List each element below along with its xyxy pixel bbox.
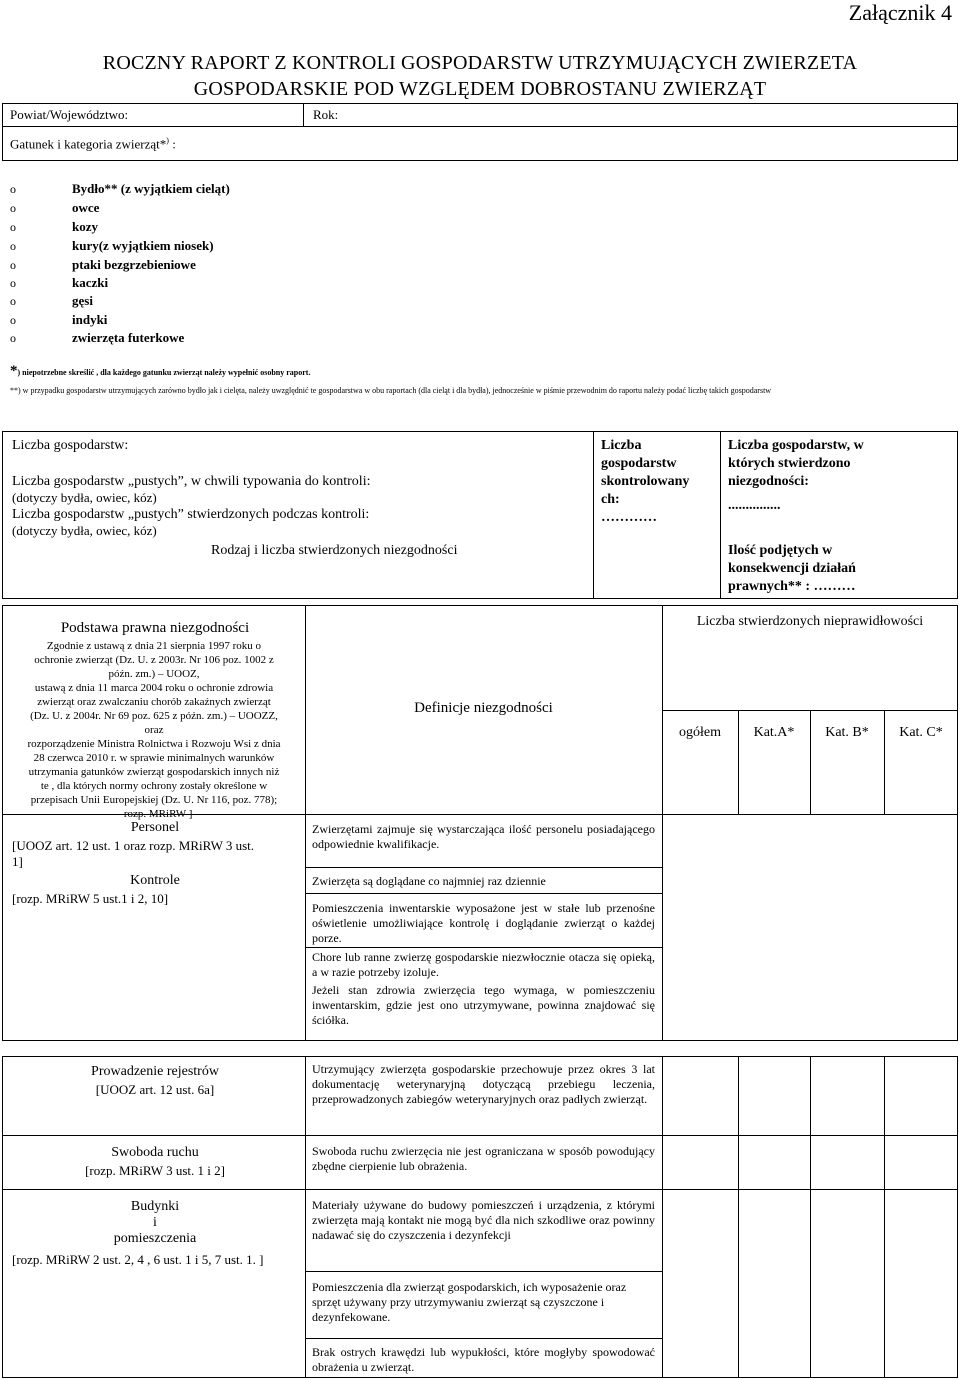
def-row-divider-3 [305,947,662,948]
species-option[interactable] [10,218,410,236]
freedom-ref: [rozp. MRiRW 3 ust. 1 i 2] [85,1163,225,1178]
freedom-definition: Swoboda ruchu zwierzęcia nie jest ograniczana w sposób powodujący zbędne cierpienie lub obrażenia. [312,1144,655,1173]
def-row-divider-2 [305,893,662,894]
legal-basis-line: oraz [144,724,164,736]
region-label: Powiat/Województwo: [10,107,129,122]
legal-basis-title: Podstawa prawna niezgodności [60,620,250,636]
col-kat-a-header: Kat.A* [753,725,795,740]
inspected-line: ch: [601,492,620,507]
species-option[interactable] [10,180,410,198]
report-title-line1: ROCZNY RAPORT Z KONTROLI GOSPODARSTW UTRZYMUJĄCYCH ZWIERZETA [102,52,858,74]
footnote-1 [10,362,950,380]
records-definition: Utrzymujący zwierzęta gospodarskie przechowuje przez okres 3 lat dokumentację weterynaryjną dotyczącą przebiegu leczenia, przeprowadzonych zabiegów weterynaryjnych oraz padłych zwierząt. [312,1062,655,1106]
species-option-label: owce [72,200,100,215]
legal-basis-line: (Dz. U. z 2004r. Nr 69 poz. 625 z późn. zm.) – UOOZZ, [30,710,278,722]
controls-definition-4: Jeżeli stan zdrowia zwierzęcia tego wymaga, w pomieszczeniu inwentarskim, gdzie jest ono utrzymywane, powinna znajdować się ściółka. [312,983,655,1027]
legal-actions-line: Ilość podjętych w [728,543,833,558]
inspected-line: Liczba [601,438,642,453]
species-option-label: ptaki bezgrzebieniowe [72,257,196,272]
noncompliant-farms-label [728,437,954,515]
checkbox-bullet-icon: o [10,201,16,215]
personnel-title: Personel [130,820,180,835]
buildings-title [10,1199,300,1247]
count-subheader-divider [662,710,958,711]
buildings-title-line: i [153,1215,157,1230]
species-option[interactable] [10,274,410,292]
table-col-divider-2 [662,605,663,1041]
table-col-divider-1 [305,605,306,1041]
records-title: Prowadzenie rejestrów [91,1064,219,1079]
report-title-line2: GOSPODARSKIE POD WZGLĘDEM DOBROSTANU ZWIERZĄT [193,78,767,100]
species-label [10,136,176,152]
year-label: Rok: [313,107,339,122]
count-header: Liczba stwierdzonych nieprawidłowości [696,614,924,629]
legal-basis-line: 28 czerwca 2010 r. w sprawie minimalnych warunków [33,752,275,764]
buildings-definition-3: Brak ostrych krawędzi lub wypukłości, które mogłyby spowodować obrażenia u zwierząt. [312,1345,655,1374]
legal-basis-line: utrzymania gatunków zwierząt gospodarskich innych niż [28,766,280,778]
species-option-label: gęsi [72,293,93,308]
inspected-farms-label [601,437,719,527]
legal-basis-text [6,639,302,821]
empty-farms-note: (dotyczy bydła, owiec, kóz) [12,490,157,505]
buildings-title-line: pomieszczenia [113,1231,197,1246]
lower-col-divider-2 [662,1056,663,1378]
legal-basis-line: rozporządzenie Ministra Rolnictwa i Rozwoju Wsi z dnia [27,738,281,750]
summary-divider-1 [593,431,594,599]
empty-found-label: Liczba gospodarstw „pustych” stwierdzonych podczas kontroli: [12,507,370,522]
species-option[interactable] [10,292,410,310]
species-option[interactable] [10,329,410,347]
species-option-label: zwierzęta futerkowe [72,330,185,345]
controls-definition-3: Chore lub ranne zwierzę gospodarskie niezwłocznie otacza się opieką, a w razie potrzeby izoluje. [312,950,655,979]
species-option-label: kozy [72,219,98,234]
col-total-header: ogółem [679,725,721,740]
legal-basis-line: ochronie zwierząt (Dz. U. z 2003r. Nr 106 poz. 1002 z [34,654,274,666]
inspected-line: gospodarstw [601,456,677,471]
legal-basis-line: ustawą z dnia 11 marca 2004 roku o ochronie zdrowia [34,682,274,694]
species-option[interactable] [10,311,410,329]
type-count-label: Rodzaj i liczba stwierdzonych niezgodności [211,543,458,558]
personnel-definition: Zwierzętami zajmuje się wystarczająca ilość personelu posiadającego odpowiednie kwalifikacje. [312,822,655,851]
legal-basis-line: Zgodnie z ustawą z dnia 21 sierpnia 1997 roku o [46,640,262,652]
species-option[interactable] [10,199,410,217]
legal-basis-line: przepisach Unii Europejskiej (Dz. U. Nr 116, poz. 778); [30,794,278,806]
col-kat-b-header: Kat. B* [825,725,869,740]
legal-actions-label [728,542,954,596]
noncompliant-line: których stwierdzono [728,456,851,471]
buildings-definition-1: Materiały używane do budowy pomieszczeń i urządzenia, z którymi zwierzęta mają kontakt nie mogą być dla nich szkodliwe oraz powinny nadawać się do czyszczenia i dezynfekcji [312,1198,655,1242]
species-label-colon: : [172,136,176,152]
buildings-ref: [rozp. MRiRW 2 ust. 2, 4 , 6 ust. 1 i 5, 7 ust. 1. ] [12,1252,264,1267]
personnel-ref [12,838,302,870]
lower-col-divider-3 [738,1056,739,1378]
species-option[interactable] [10,237,410,255]
noncompliant-line: niezgodności: [728,474,809,489]
legal-basis-line: te , dla których normy ochrony zostały określone w [40,780,268,792]
lower-row-divider-4 [305,1338,662,1339]
empty-found-note: (dotyczy bydła, owiec, kóz) [12,523,157,538]
checkbox-bullet-icon: o [10,313,16,327]
checkbox-bullet-icon: o [10,331,16,345]
buildings-definition-2: Pomieszczenia dla zwierząt gospodarskich, ich wyposażenie oraz sprzęt używany przy utrzymywaniu zwierząt są czyszczone i dezynfekowane. [312,1280,627,1324]
checkbox-bullet-icon: o [10,182,16,196]
inspected-line: skontrolowany [601,474,690,489]
footnote-star: * [10,363,18,379]
species-label-text: Gatunek i kategoria zwierząt* [10,136,167,152]
legal-actions-line: prawnych** : ……… [728,579,856,594]
footnote-1-text: ) niepotrzebne skreślić , dla każdego gatunku zwierząt należy wypełnić osobny raport. [17,368,311,377]
species-label-sup: ) [166,136,169,145]
lower-col-divider-4 [810,1056,811,1378]
buildings-title-line: Budynki [130,1199,180,1214]
empty-farms-label: Liczba gospodarstw „pustych”, w chwili typowania do kontroli: [12,474,371,489]
species-option-label: kaczki [72,275,109,290]
header-divider [2,126,958,127]
controls-definition-1: Zwierzęta są doglądane co najmniej raz dziennie [312,874,546,888]
controls-definition-2: Pomieszczenia inwentarskie wyposażone jest w stałe lub przenośne oświetlenie umożliwiające kontrolę i doglądanie zwierząt o każdej porze. [312,901,655,945]
summary-divider-2 [720,431,721,599]
freedom-title: Swoboda ruchu [111,1145,199,1160]
lower-col-divider-5 [884,1056,885,1378]
farms-count-label: Liczba gospodarstw: [12,438,129,453]
species-option-label: Bydło** (z wyjątkiem cieląt) [72,181,230,196]
checkbox-bullet-icon: o [10,294,16,308]
inspected-value: ………… [601,510,657,525]
legal-basis-line: późn. zm.) – UOOZ, [108,668,200,680]
legal-basis-line: zwierząt oraz zwalczaniu chorób zakaźnych zwierząt [37,696,271,708]
lower-row-divider-1 [2,1135,958,1136]
noncompliant-line: Liczba gospodarstw, w [728,438,864,453]
legal-actions-line: konsekwencji działań [728,561,856,576]
checkbox-bullet-icon: o [10,220,16,234]
def-row-divider-1 [305,867,662,868]
lower-col-divider-1 [305,1056,306,1378]
controls-title: Kontrole [130,873,180,888]
footnote-2: **) w przypadku gospodarstw utrzymujących zarówno bydło jak i cielęta, należy uwzględnić te gospodarstwa w obu raportach (dla cieląt i dla bydła), jednocześnie w piśmie przewodnim do raportu należy podać liczbę takich gospodarstw [10,386,772,395]
lower-row-divider-2 [2,1189,958,1190]
records-ref: [UOOZ art. 12 ust. 6a] [95,1082,215,1097]
species-option-label: indyki [72,312,108,327]
lower-row-divider-3 [305,1271,662,1272]
definitions-header: Definicje niezgodności [414,700,553,716]
species-option-label: kury(z wyjątkiem niosek) [72,238,214,253]
legal-basis-line: – rozp. MRiRW ] [115,808,193,820]
personnel-ref-line: [UOOZ art. 12 ust. 1 oraz rozp. MRiRW 3 ust. [12,838,255,853]
noncompliant-value: ............... [728,498,781,513]
checkbox-bullet-icon: o [10,258,16,272]
personnel-ref-line: 1] [12,854,23,869]
checkbox-bullet-icon: o [10,239,16,253]
species-option[interactable] [10,256,410,274]
checkbox-bullet-icon: o [10,276,16,290]
col-kat-c-header: Kat. C* [899,725,943,740]
header-vertical-divider [303,103,304,126]
controls-ref: [rozp. MRiRW 5 ust.1 i 2, 10] [12,891,169,906]
attachment-label: Załącznik 4 [848,0,952,25]
